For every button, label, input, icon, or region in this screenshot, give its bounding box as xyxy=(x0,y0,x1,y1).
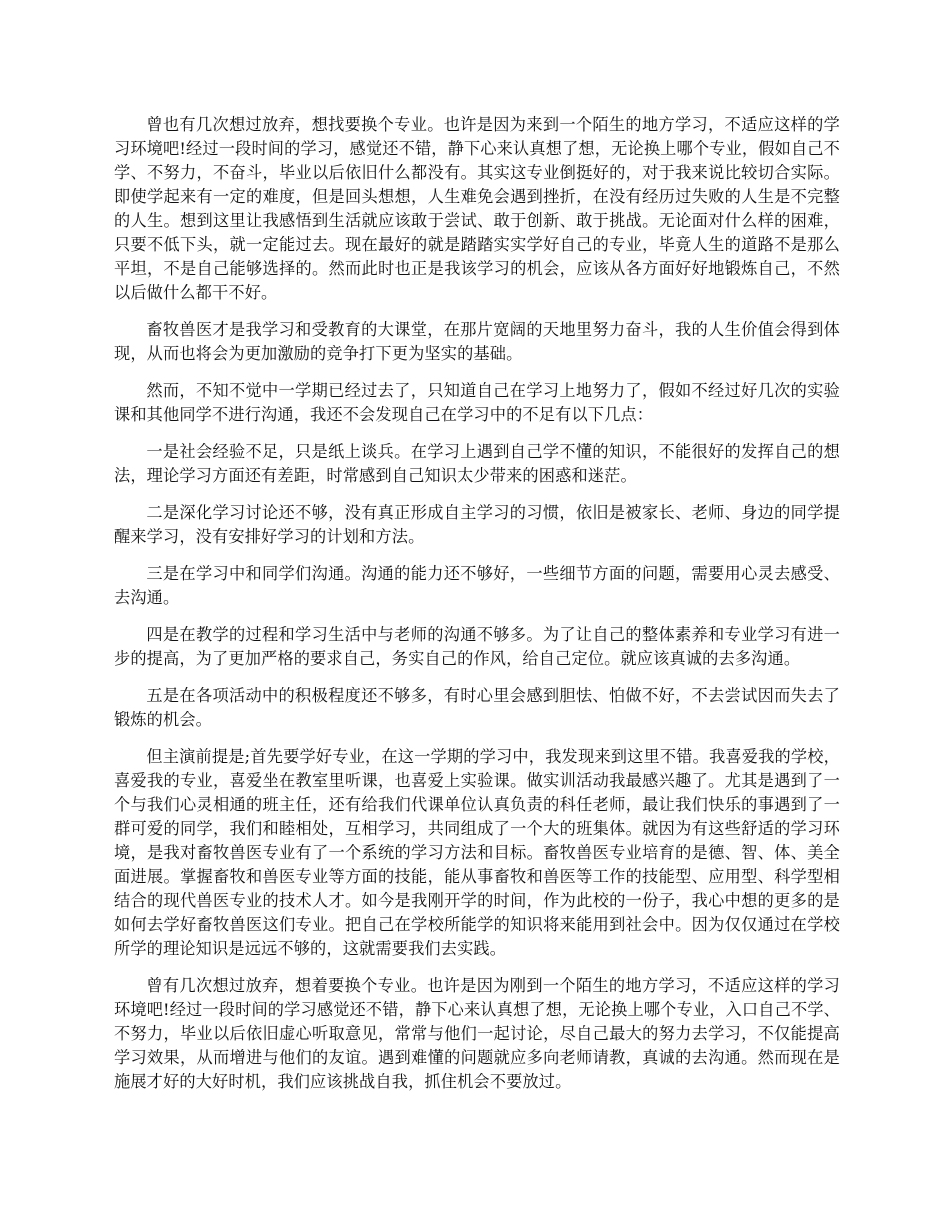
paragraph-4: 一是社会经验不足，只是纸上谈兵。在学习上遇到自己学不懂的知识，不能很好的发挥自己的想法，理论学习方面还有差距，时常感到自己知识太少带来的困惑和迷茫。 xyxy=(114,442,840,485)
paragraph-7: 四是在教学的过程和学习生活中与老师的沟通不够多。为了让自己的整体素养和专业学习有进一步的提高，为了更加严格的要求自己，务实自己的作风，给自己定位。就应该真诚的去多沟通。 xyxy=(114,625,840,668)
paragraph-3: 然而，不知不觉中一学期已经过去了，只知道自己在学习上地努力了，假如不经过好几次的实验课和其他同学不进行沟通，我还不会发现自己在学习中的不足有以下几点： xyxy=(114,381,840,424)
paragraph-10: 曾有几次想过放弃，想着要换个专业。也许是因为刚到一个陌生的地方学习，不适应这样的学习环境吧!经过一段时间的学习感觉还不错，静下心来认真想了想，无论换上哪个专业，入口自己不学、不努力，毕业以后依旧虚心听取意见，常常与他们一起讨论，尽自己最大的努力去学习，不仅能提高学习效果，从而增进与他们的友谊。遇到难懂的问题就应多向老师请教，真诚的去沟通。然而现在是施展才好的大好时机，我们应该挑战自我，抓住机会不要放过。 xyxy=(114,976,840,1091)
paragraph-2: 畜牧兽医才是我学习和受教育的大课堂，在那片宽阔的天地里努力奋斗，我的人生价值会得到体现，从而也将会为更加激励的竞争打下更为坚实的基础。 xyxy=(114,320,840,363)
paragraph-9: 但主演前提是;首先要学好专业，在这一学期的学习中，我发现来到这里不错。我喜爱我的学校，喜爱我的专业，喜爱坐在教室里听课，也喜爱上实验课。做实训活动我最感兴趣了。尤其是遇到了一个与我们心灵相通的班主任，还有给我们代课单位认真负责的科任老师，最让我们快乐的事遇到了一群可爱的同学，我们和睦相处，互相学习，共同组成了一个大的班集体。就因为有这些舒适的学习环境，是我对畜牧兽医专业有了一个系统的学习方法和目标。畜牧兽医专业培育的是德、智、体、美全面进展。掌握畜牧和兽医专业等方面的技能，能从事畜牧和兽医等工作的技能型、应用型、科学型相结合的现代兽医专业的技术人才。如今是我刚开学的时间，作为此校的一份子，我心中想的更多的是如何去学好畜牧兽医这们专业。把自己在学校所能学的知识将来能用到社会中。因为仅仅通过在学校所学的理论知识是远远不够的，这就需要我们去实践。 xyxy=(114,747,840,958)
paragraph-6: 三是在学习中和同学们沟通。沟通的能力还不够好，一些细节方面的问题，需要用心灵去感受、去沟通。 xyxy=(114,564,840,607)
paragraph-5: 二是深化学习讨论还不够，没有真正形成自主学习的习惯，依旧是被家长、老师、身边的同学提醒来学习，没有安排好学习的计划和方法。 xyxy=(114,503,840,546)
paragraph-1: 曾也有几次想过放弃，想找要换个专业。也许是因为来到一个陌生的地方学习，不适应这样的学习环境吧!经过一段时间的学习，感觉还不错，静下心来认真想了想，无论换上哪个专业，假如自己不学、不努力，不奋斗，毕业以后依旧什么都没有。其实这专业倒挺好的，对于我来说比较切合实际。即使学起来有一定的难度，但是回头想想，人生难免会遇到挫折，在没有经历过失败的人生是不完整的人生。想到这里让我感悟到生活就应该敢于尝试、敢于创新、敢于挑战。无论面对什么样的困难，只要不低下头，就一定能过去。现在最好的就是踏踏实实学好自己的专业，毕竟人生的道路不是那么平坦，不是自己能够选择的。然而此时也正是我该学习的机会，应该从各方面好好地锻炼自己，不然以后做什么都干不好。 xyxy=(114,115,840,302)
paragraph-8: 五是在各项活动中的积极程度还不够多，有时心里会感到胆怯、怕做不好，不去尝试因而失去了锻炼的机会。 xyxy=(114,686,840,729)
document-body xyxy=(114,113,840,1107)
